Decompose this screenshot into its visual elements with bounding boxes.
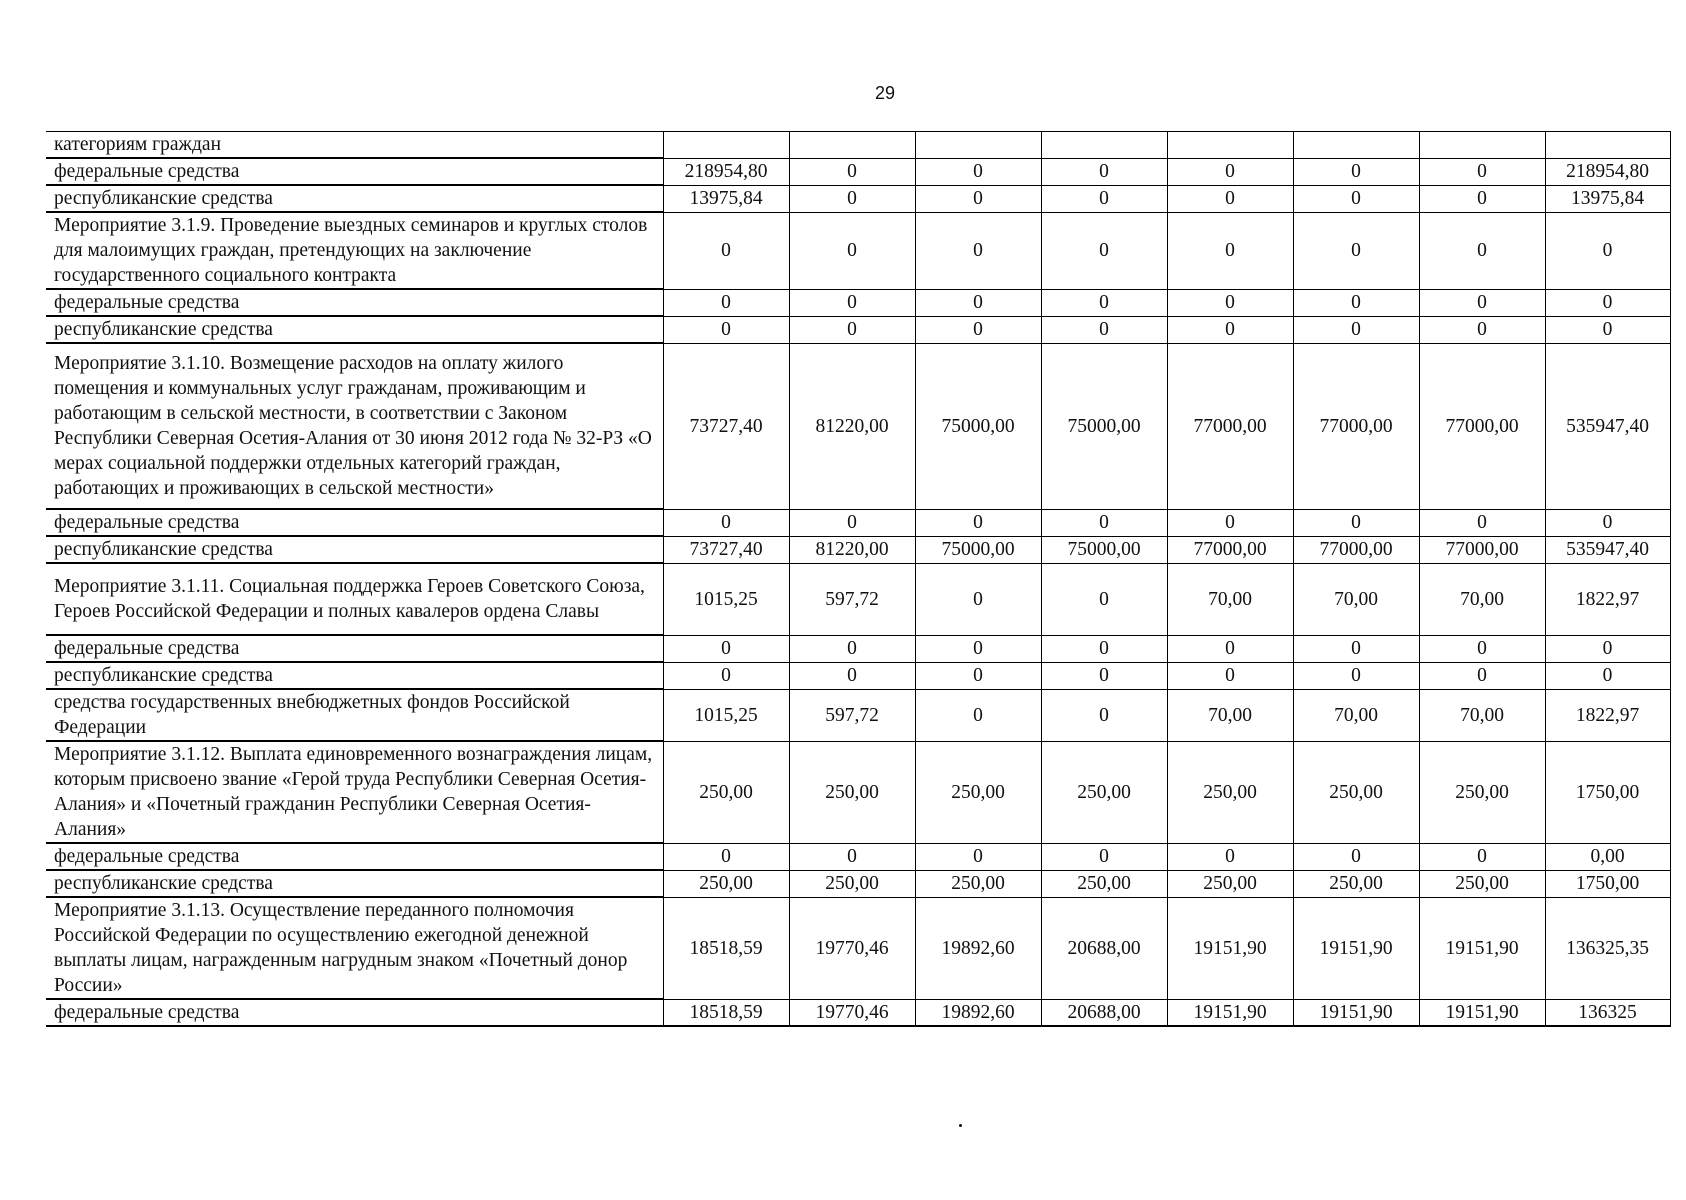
value-cell: 18518,59 — [663, 897, 789, 999]
table-row — [46, 185, 1670, 212]
value-cell: 0 — [915, 635, 1041, 662]
value-cell: 0 — [663, 289, 789, 316]
table-row — [46, 843, 1670, 870]
value-cell: 0 — [1545, 662, 1670, 689]
value-cell: 0 — [1041, 316, 1167, 343]
value-cell: 70,00 — [1293, 689, 1419, 741]
row-label: средства государственных внебюджетных фондов Российской Федерации — [46, 689, 663, 741]
value-cell: 250,00 — [1167, 870, 1293, 897]
value-cell: 0 — [789, 289, 915, 316]
value-cell: 0 — [663, 509, 789, 536]
value-cell — [915, 132, 1041, 159]
value-cell: 0 — [789, 662, 915, 689]
value-cell: 0 — [1545, 316, 1670, 343]
row-label: Мероприятие 3.1.12. Выплата единовременного вознаграждения лицам, которым присвоено звание «Герой труда Республики Северная Осетия-Алания» и «Почетный гражданин Республики Северная Осетия-Алания» — [46, 741, 663, 843]
value-cell — [1545, 132, 1670, 159]
value-cell: 0 — [789, 185, 915, 212]
value-cell: 0 — [1293, 509, 1419, 536]
table-row — [46, 289, 1670, 316]
row-label: республиканские средства — [46, 870, 663, 897]
value-cell — [663, 132, 789, 159]
row-label: федеральные средства — [46, 843, 663, 870]
value-cell: 0 — [663, 316, 789, 343]
value-cell: 77000,00 — [1167, 343, 1293, 509]
value-cell: 0 — [789, 843, 915, 870]
value-cell: 13975,84 — [663, 185, 789, 212]
value-cell: 0 — [1167, 316, 1293, 343]
value-cell: 0 — [915, 316, 1041, 343]
value-cell: 0 — [663, 635, 789, 662]
value-cell: 0 — [1167, 212, 1293, 289]
value-cell: 77000,00 — [1293, 536, 1419, 563]
value-cell: 0 — [915, 212, 1041, 289]
value-cell: 19151,90 — [1293, 999, 1419, 1026]
value-cell: 0 — [1419, 158, 1545, 185]
table-row — [46, 635, 1670, 662]
value-cell: 75000,00 — [1041, 536, 1167, 563]
page-number: 29 — [874, 83, 896, 103]
table-row — [46, 316, 1670, 343]
row-label: Мероприятие 3.1.10. Возмещение расходов на оплату жилого помещения и коммунальных услуг гражданам, проживающим и работающим в сельской местности, в соответствии с Законом Республики Северная Осетия-Алания от 30 июня 2012 года № 32-РЗ «О мерах социальной поддержки отдельных категорий граждан, работающих и проживающих в сельской местности» — [46, 343, 663, 509]
value-cell: 20688,00 — [1041, 897, 1167, 999]
value-cell: 0 — [1419, 843, 1545, 870]
row-label: Мероприятие 3.1.11. Социальная поддержка Героев Советского Союза, Героев Российской Федерации и полных кавалеров ордена Славы — [46, 563, 663, 635]
value-cell: 19151,90 — [1293, 897, 1419, 999]
table-row — [46, 212, 1670, 289]
row-label: Мероприятие 3.1.9. Проведение выездных семинаров и круглых столов для малоимущих граждан, претендующих на заключение государственного социального контракта — [46, 212, 663, 289]
value-cell: 0 — [915, 662, 1041, 689]
value-cell: 535947,40 — [1545, 343, 1670, 509]
row-label: республиканские средства — [46, 662, 663, 689]
value-cell: 0 — [915, 509, 1041, 536]
value-cell: 70,00 — [1167, 563, 1293, 635]
value-cell: 13975,84 — [1545, 185, 1670, 212]
value-cell: 0 — [1041, 563, 1167, 635]
value-cell: 0 — [915, 563, 1041, 635]
value-cell: 0 — [1545, 635, 1670, 662]
value-cell: 0 — [1167, 185, 1293, 212]
value-cell: 0 — [789, 212, 915, 289]
value-cell: 0 — [1293, 289, 1419, 316]
table-row — [46, 563, 1670, 635]
value-cell: 75000,00 — [1041, 343, 1167, 509]
value-cell: 0 — [915, 185, 1041, 212]
value-cell: 73727,40 — [663, 536, 789, 563]
value-cell: 250,00 — [663, 870, 789, 897]
value-cell: 0 — [789, 635, 915, 662]
value-cell: 0 — [1419, 185, 1545, 212]
value-cell: 250,00 — [1293, 870, 1419, 897]
table-row — [46, 509, 1670, 536]
value-cell: 250,00 — [1419, 741, 1545, 843]
row-label: Мероприятие 3.1.13. Осуществление переданного полномочия Российской Федерации по осуществлению ежегодной денежной выплаты лицам, награжденным нагрудным знаком «Почетный донор России» — [46, 897, 663, 999]
value-cell: 1015,25 — [663, 563, 789, 635]
value-cell: 0 — [1041, 212, 1167, 289]
value-cell: 77000,00 — [1419, 343, 1545, 509]
value-cell: 0 — [1167, 289, 1293, 316]
value-cell — [1419, 132, 1545, 159]
value-cell: 250,00 — [1419, 870, 1545, 897]
value-cell: 0 — [1041, 158, 1167, 185]
value-cell: 81220,00 — [789, 343, 915, 509]
table-row — [46, 536, 1670, 563]
row-label: федеральные средства — [46, 289, 663, 316]
value-cell — [1041, 132, 1167, 159]
value-cell: 70,00 — [1419, 689, 1545, 741]
value-cell: 70,00 — [1293, 563, 1419, 635]
value-cell: 218954,80 — [1545, 158, 1670, 185]
table-row — [46, 870, 1670, 897]
value-cell: 0 — [1041, 843, 1167, 870]
value-cell: 136325,35 — [1545, 897, 1670, 999]
value-cell: 1750,00 — [1545, 741, 1670, 843]
value-cell: 0 — [1293, 843, 1419, 870]
value-cell: 136325 — [1545, 999, 1670, 1026]
value-cell: 250,00 — [789, 870, 915, 897]
value-cell: 250,00 — [1167, 741, 1293, 843]
value-cell: 218954,80 — [663, 158, 789, 185]
table-row — [46, 741, 1670, 843]
value-cell: 0 — [789, 316, 915, 343]
value-cell: 75000,00 — [915, 536, 1041, 563]
value-cell: 0 — [1293, 316, 1419, 343]
value-cell: 0 — [1545, 509, 1670, 536]
value-cell: 250,00 — [915, 741, 1041, 843]
value-cell: 0 — [1293, 158, 1419, 185]
value-cell: 19770,46 — [789, 897, 915, 999]
value-cell: 0 — [1167, 158, 1293, 185]
value-cell: 0 — [1419, 509, 1545, 536]
value-cell: 0 — [1167, 662, 1293, 689]
value-cell: 0 — [663, 843, 789, 870]
row-label: федеральные средства — [46, 635, 663, 662]
value-cell: 0 — [1293, 185, 1419, 212]
table-row — [46, 132, 1670, 159]
value-cell: 0 — [663, 662, 789, 689]
value-cell: 0 — [1419, 212, 1545, 289]
value-cell: 70,00 — [1419, 563, 1545, 635]
table-row — [46, 343, 1670, 509]
value-cell: 597,72 — [789, 689, 915, 741]
value-cell: 0 — [1167, 843, 1293, 870]
value-cell: 1015,25 — [663, 689, 789, 741]
value-cell: 19770,46 — [789, 999, 915, 1026]
value-cell: 0 — [1293, 635, 1419, 662]
value-cell: 0 — [789, 158, 915, 185]
value-cell: 0 — [1041, 185, 1167, 212]
value-cell: 77000,00 — [1167, 536, 1293, 563]
value-cell: 81220,00 — [789, 536, 915, 563]
value-cell: 0 — [915, 843, 1041, 870]
value-cell: 0 — [789, 509, 915, 536]
table-row — [46, 662, 1670, 689]
value-cell: 250,00 — [915, 870, 1041, 897]
value-cell: 0 — [1419, 662, 1545, 689]
row-label: федеральные средства — [46, 509, 663, 536]
value-cell: 77000,00 — [1419, 536, 1545, 563]
value-cell: 19151,90 — [1419, 897, 1545, 999]
value-cell: 597,72 — [789, 563, 915, 635]
value-cell: 0 — [1041, 509, 1167, 536]
value-cell: 0 — [1167, 509, 1293, 536]
value-cell: 1750,00 — [1545, 870, 1670, 897]
value-cell: 250,00 — [1041, 870, 1167, 897]
table-row — [46, 999, 1670, 1026]
value-cell: 0 — [1041, 289, 1167, 316]
row-label: республиканские средства — [46, 185, 663, 212]
value-cell: 0 — [1545, 212, 1670, 289]
value-cell: 0 — [915, 289, 1041, 316]
value-cell: 70,00 — [1167, 689, 1293, 741]
value-cell: 20688,00 — [1041, 999, 1167, 1026]
row-label: республиканские средства — [46, 536, 663, 563]
value-cell — [1167, 132, 1293, 159]
value-cell: 19151,90 — [1419, 999, 1545, 1026]
value-cell: 250,00 — [789, 741, 915, 843]
budget-table — [46, 131, 1671, 1027]
value-cell: 0 — [1545, 289, 1670, 316]
value-cell: 0,00 — [1545, 843, 1670, 870]
value-cell: 0 — [1419, 635, 1545, 662]
value-cell: 250,00 — [663, 741, 789, 843]
value-cell: 0 — [1419, 316, 1545, 343]
value-cell: 19892,60 — [915, 999, 1041, 1026]
value-cell: 0 — [915, 689, 1041, 741]
value-cell: 0 — [1041, 635, 1167, 662]
table-row — [46, 689, 1670, 741]
value-cell: 1822,97 — [1545, 689, 1670, 741]
value-cell: 0 — [1041, 689, 1167, 741]
row-label: федеральные средства — [46, 999, 663, 1026]
value-cell — [789, 132, 915, 159]
value-cell: 19151,90 — [1167, 999, 1293, 1026]
value-cell: 19151,90 — [1167, 897, 1293, 999]
value-cell: 75000,00 — [915, 343, 1041, 509]
value-cell: 0 — [663, 212, 789, 289]
table-row — [46, 897, 1670, 999]
value-cell: 0 — [1041, 662, 1167, 689]
value-cell — [1293, 132, 1419, 159]
value-cell: 73727,40 — [663, 343, 789, 509]
value-cell: 0 — [1167, 635, 1293, 662]
value-cell: 77000,00 — [1293, 343, 1419, 509]
value-cell: 0 — [1293, 662, 1419, 689]
value-cell: 1822,97 — [1545, 563, 1670, 635]
value-cell: 19892,60 — [915, 897, 1041, 999]
row-label: категориям граждан — [46, 132, 663, 159]
value-cell: 250,00 — [1041, 741, 1167, 843]
value-cell: 18518,59 — [663, 999, 789, 1026]
row-label: федеральные средства — [46, 158, 663, 185]
value-cell: 0 — [915, 158, 1041, 185]
value-cell: 250,00 — [1293, 741, 1419, 843]
value-cell: 0 — [1419, 289, 1545, 316]
stray-dot — [959, 1124, 962, 1127]
value-cell: 0 — [1293, 212, 1419, 289]
value-cell: 535947,40 — [1545, 536, 1670, 563]
table-row — [46, 158, 1670, 185]
row-label: республиканские средства — [46, 316, 663, 343]
